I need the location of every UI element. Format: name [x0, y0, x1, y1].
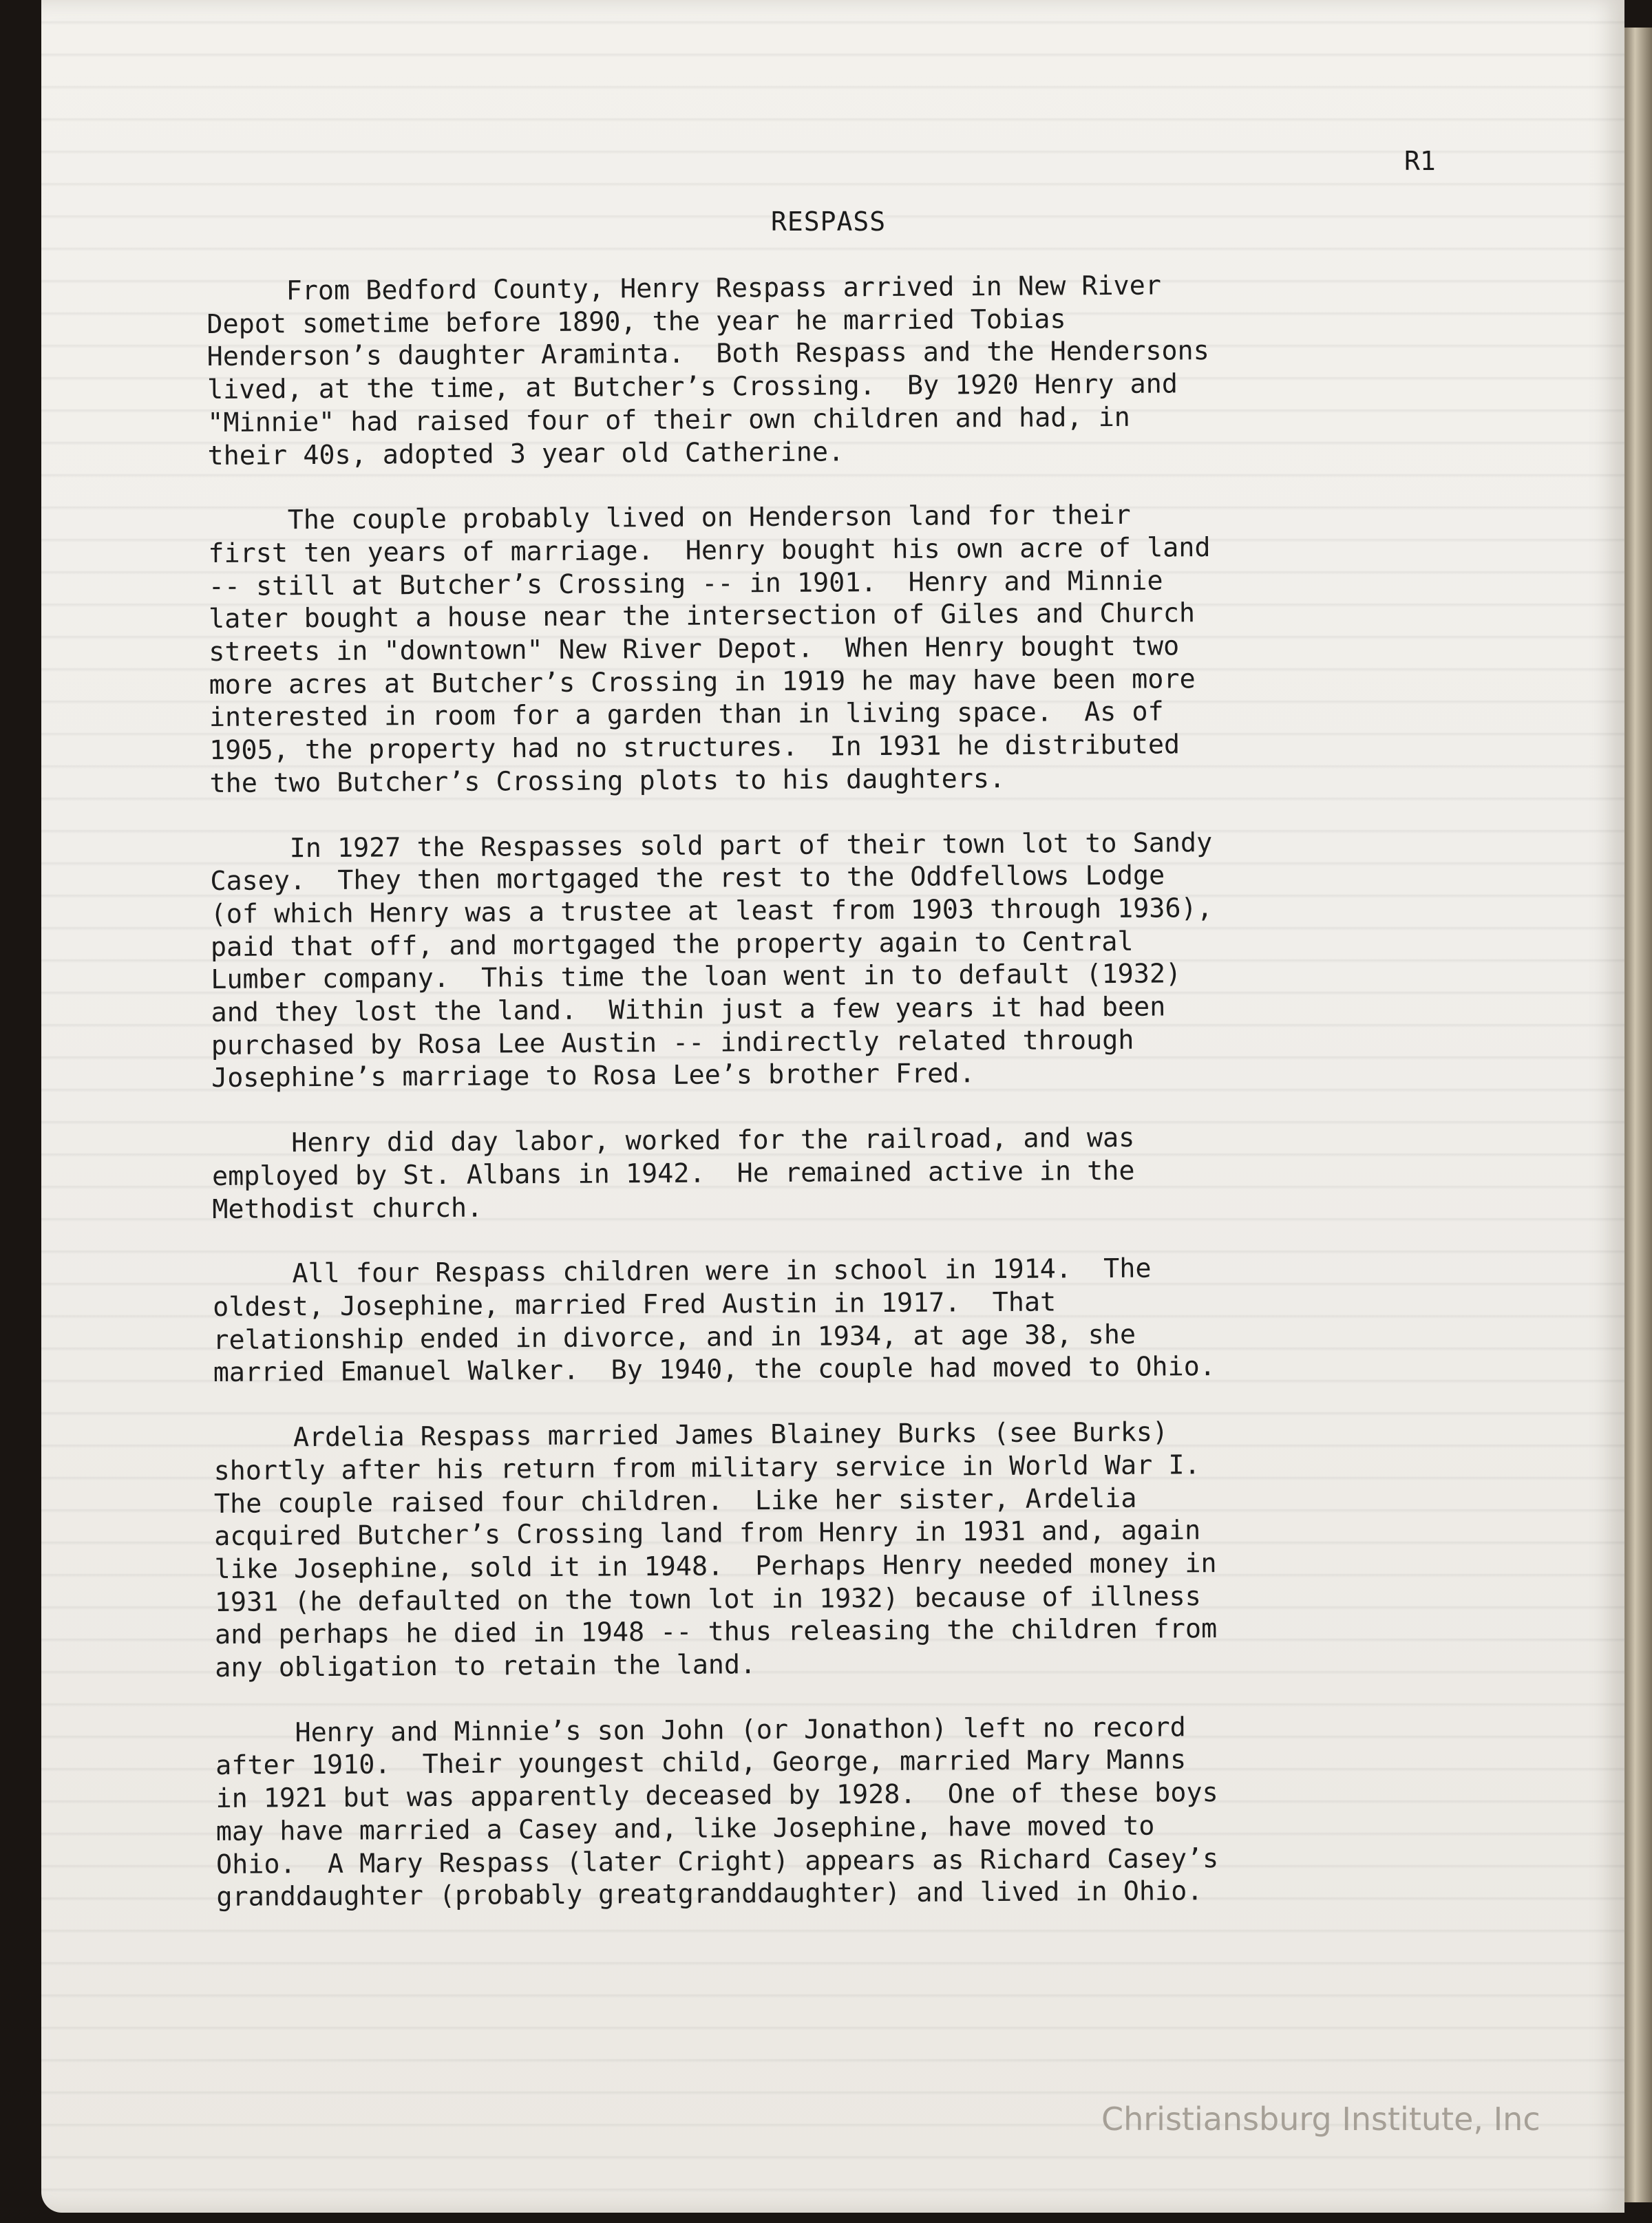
text-line: more acres at Butcher’s Crossing in 1919 he may have been more	[209, 663, 1196, 701]
body-text	[206, 267, 1525, 1946]
paragraph	[206, 267, 1516, 472]
text-line: and perhaps he died in 1948 -- thus releasing the children from	[214, 1613, 1218, 1651]
text-line: Lumber company. This time the loan went in to default (1932)	[211, 958, 1182, 996]
text-line: and they lost the land. Within just a few years it had been	[211, 991, 1166, 1029]
text-line: Henry and Minnie’s son John (or Jonathon) left no record	[215, 1712, 1186, 1749]
text-line: first ten years of marriage. Henry bought his own acre of land	[208, 532, 1211, 569]
document-page	[41, 0, 1624, 2213]
text-line: employed by St. Albans in 1942. He remained active in the	[211, 1155, 1135, 1192]
text-line: Methodist church.	[212, 1192, 483, 1225]
text-line: any obligation to retain the land.	[215, 1649, 756, 1683]
text-line: Depot sometime before 1890, the year he married Tobias	[206, 304, 1066, 340]
page-number: R1	[1404, 146, 1436, 176]
text-line: interested in room for a garden than in living space. As of	[209, 696, 1164, 734]
paragraph	[215, 1709, 1525, 1914]
text-line: married Emanuel Walker. By 1940, the couple had moved to Ohio.	[213, 1351, 1216, 1389]
text-line: the two Butcher’s Crossing plots to his daughters.	[209, 763, 1006, 799]
text-line: like Josephine, sold it in 1948. Perhaps Henry needed money in	[214, 1547, 1217, 1585]
text-line: Henderson’s daughter Araminta. Both Respass and the Hendersons	[206, 335, 1209, 373]
text-line: The couple probably lived on Henderson land for their	[208, 500, 1131, 537]
text-line: 1905, the property had no structures. In 1931 he distributed	[209, 729, 1180, 767]
text-line: In 1927 the Respasses sold part of their town lot to Sandy	[209, 827, 1213, 864]
text-line: purchased by Rosa Lee Austin -- indirectly related through	[211, 1024, 1134, 1061]
text-line: (of which Henry was a trustee at least from 1903 through 1936),	[210, 893, 1213, 930]
text-line: relationship ended in divorce, and in 1934, at age 38, she	[213, 1319, 1136, 1356]
text-line: 1931 (he defaulted on the town lot in 1932) because of illness	[214, 1580, 1201, 1618]
paragraph	[210, 825, 1519, 1095]
text-line: oldest, Josephine, married Fred Austin in 1917. That	[213, 1286, 1057, 1323]
text-line: acquired Butcher’s Crossing land from Henry in 1931 and, again	[214, 1515, 1201, 1553]
text-line: paid that off, and mortgaged the property again to Central	[210, 926, 1134, 963]
paragraph	[208, 497, 1518, 800]
text-line: their 40s, adopted 3 year old Catherine.	[207, 436, 845, 471]
watermark-text: Christiansburg Institute, Inc	[1101, 2100, 1540, 2138]
text-line: -- still at Butcher’s Crossing -- in 1901. Henry and Minnie	[208, 565, 1163, 602]
text-line: The couple raised four children. Like her sister, Ardelia	[213, 1482, 1137, 1520]
text-line: Ardelia Respass married James Blainey Burks (see Burks)	[213, 1416, 1169, 1454]
text-line: granddaughter (probably greatgranddaughter) and lived in Ohio.	[216, 1875, 1203, 1913]
text-line: may have married a Casey and, like Josephine, have moved to	[215, 1810, 1155, 1847]
paragraph	[213, 1251, 1521, 1390]
text-line: streets in "downtown" New River Depot. When Henry bought two	[209, 630, 1180, 668]
paragraph	[212, 1120, 1521, 1226]
text-line: "Minnie" had raised four of their own children and had, in	[207, 401, 1130, 438]
text-line: after 1910. Their youngest child, George, married Mary Manns	[215, 1744, 1187, 1782]
text-line: Casey. They then mortgaged the rest to the Oddfellows Lodge	[210, 860, 1165, 897]
text-line: lived, at the time, at Butcher’s Crossing. By 1920 Henry and	[206, 368, 1178, 406]
text-line: shortly after his return from military service in World War I.	[213, 1449, 1200, 1487]
page-title: RESPASS	[771, 206, 887, 237]
paragraph	[213, 1414, 1523, 1684]
text-line: From Bedford County, Henry Respass arrived in New River	[206, 270, 1162, 307]
text-line: later bought a house near the intersection of Giles and Church	[208, 597, 1196, 635]
text-line: Ohio. A Mary Respass (later Cright) appears as Richard Casey’s	[215, 1842, 1219, 1880]
text-line: Josephine’s marriage to Rosa Lee’s brother Fred.	[211, 1058, 975, 1094]
text-line: All four Respass children were in school in 1914. The	[212, 1253, 1152, 1290]
text-line: Henry did day labor, worked for the railroad, and was	[211, 1122, 1135, 1160]
text-line: in 1921 but was apparently deceased by 1928. One of these boys	[215, 1777, 1218, 1815]
